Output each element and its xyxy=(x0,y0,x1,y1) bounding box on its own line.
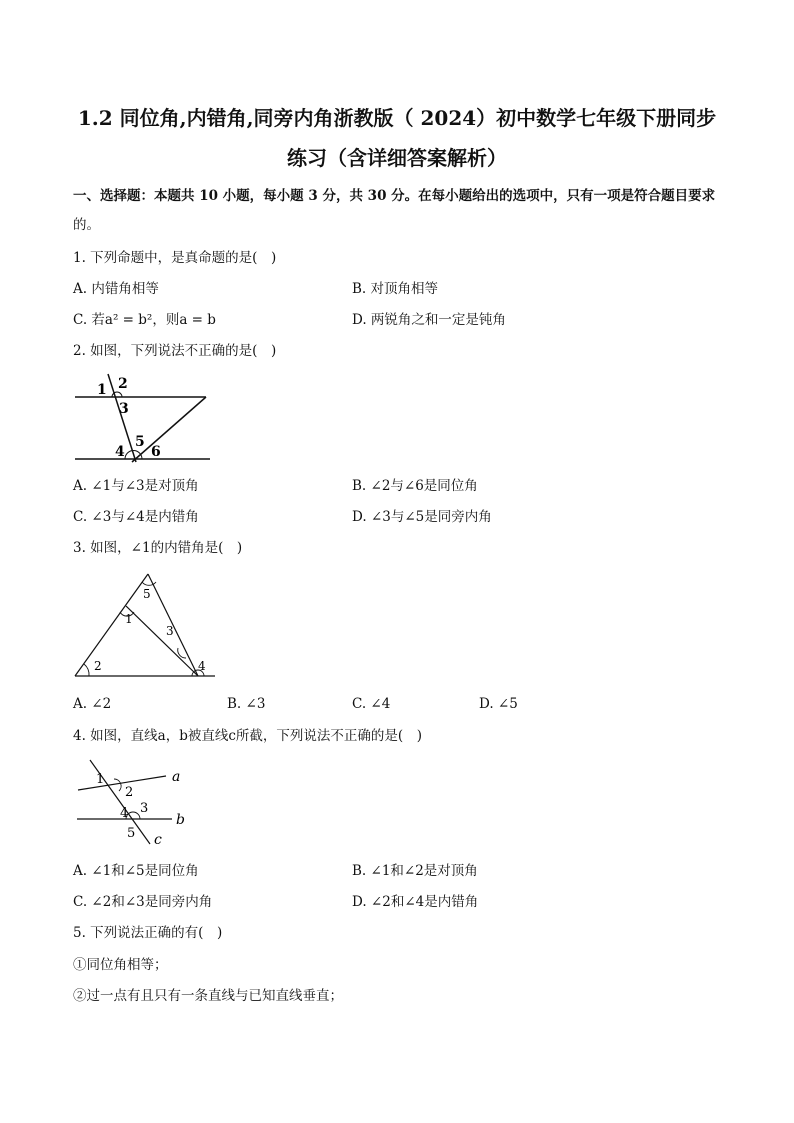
q2-option-d: D. ∠3与∠5是同旁内角 xyxy=(352,509,492,525)
question-2-stem: 2. 如图，下列说法不正确的是( ) xyxy=(73,343,277,359)
q2-label-3: 3 xyxy=(119,401,129,417)
q3-label-1: 1 xyxy=(125,612,133,626)
question-1-stem: 1. 下列命题中，是真命题的是( ) xyxy=(73,250,277,266)
q2-figure xyxy=(70,372,220,467)
q3-option-d: D. ∠5 xyxy=(479,696,518,712)
q3-figure xyxy=(70,568,225,683)
q2-label-1: 1 xyxy=(97,382,107,398)
q3-label-5: 5 xyxy=(143,587,151,601)
q4-option-c: C. ∠2和∠3是同旁内角 xyxy=(73,894,213,910)
section-instructions-cont: 的。 xyxy=(73,217,100,233)
q2-option-a: A. ∠1与∠3是对顶角 xyxy=(73,478,199,494)
q1-option-b: B. 对顶角相等 xyxy=(352,281,439,297)
q3-option-b: B. ∠3 xyxy=(227,696,266,712)
q3-label-4: 4 xyxy=(198,659,206,673)
q3-option-a: A. ∠2 xyxy=(73,696,112,712)
q4-label-2: 2 xyxy=(125,785,134,800)
q5-item-2: ②过一点有且只有一条直线与已知直线垂直； xyxy=(73,988,343,1004)
q4-label-1: 1 xyxy=(96,772,105,787)
q3-option-c: C. ∠4 xyxy=(352,696,391,712)
q4-label-5: 5 xyxy=(127,826,136,841)
q3-label-2: 2 xyxy=(94,659,102,673)
q3-label-3: 3 xyxy=(166,624,174,638)
q4-label-3: 3 xyxy=(140,801,149,816)
q4-option-b: B. ∠1和∠2是对顶角 xyxy=(352,863,478,879)
q1-option-a: A. 内错角相等 xyxy=(73,281,159,297)
q4-option-a: A. ∠1和∠5是同位角 xyxy=(73,863,199,879)
page-title-line2: 练习（含详细答案解析） xyxy=(287,146,507,170)
question-5-stem: 5. 下列说法正确的有( ) xyxy=(73,925,223,941)
q2-label-2: 2 xyxy=(118,376,128,392)
q2-label-6: 6 xyxy=(151,444,161,460)
page-title: 1.2 同位角,内错角,同旁内角浙教版（ 2024）初中数学七年级下册同步 xyxy=(77,106,717,130)
q2-option-b: B. ∠2与∠6是同位角 xyxy=(352,478,478,494)
q5-item-1: ①同位角相等； xyxy=(73,957,168,973)
q1-option-c: C. 若a² = b²，则a = b xyxy=(73,312,216,328)
section-instructions: 一、选择题：本题共 10 小题，每小题 3 分，共 30 分。在每小题给出的选项中，只有一项是符合题目要求 xyxy=(73,188,716,204)
question-3-stem: 3. 如图，∠1的内错角是( ) xyxy=(73,540,243,556)
q4-label-a: a xyxy=(172,769,181,785)
q4-option-d: D. ∠2和∠4是内错角 xyxy=(352,894,479,910)
q4-figure xyxy=(70,757,200,849)
q2-option-c: C. ∠3与∠4是内错角 xyxy=(73,509,199,525)
q4-label-c: c xyxy=(154,832,162,848)
q4-label-4: 4 xyxy=(120,806,129,821)
q4-label-b: b xyxy=(176,812,185,828)
q2-label-5: 5 xyxy=(135,434,145,450)
q1-option-d: D. 两锐角之和一定是钝角 xyxy=(352,312,506,328)
q2-label-4: 4 xyxy=(115,444,125,460)
question-4-stem: 4. 如图，直线a，b被直线c所截，下列说法不正确的是( ) xyxy=(73,728,422,744)
